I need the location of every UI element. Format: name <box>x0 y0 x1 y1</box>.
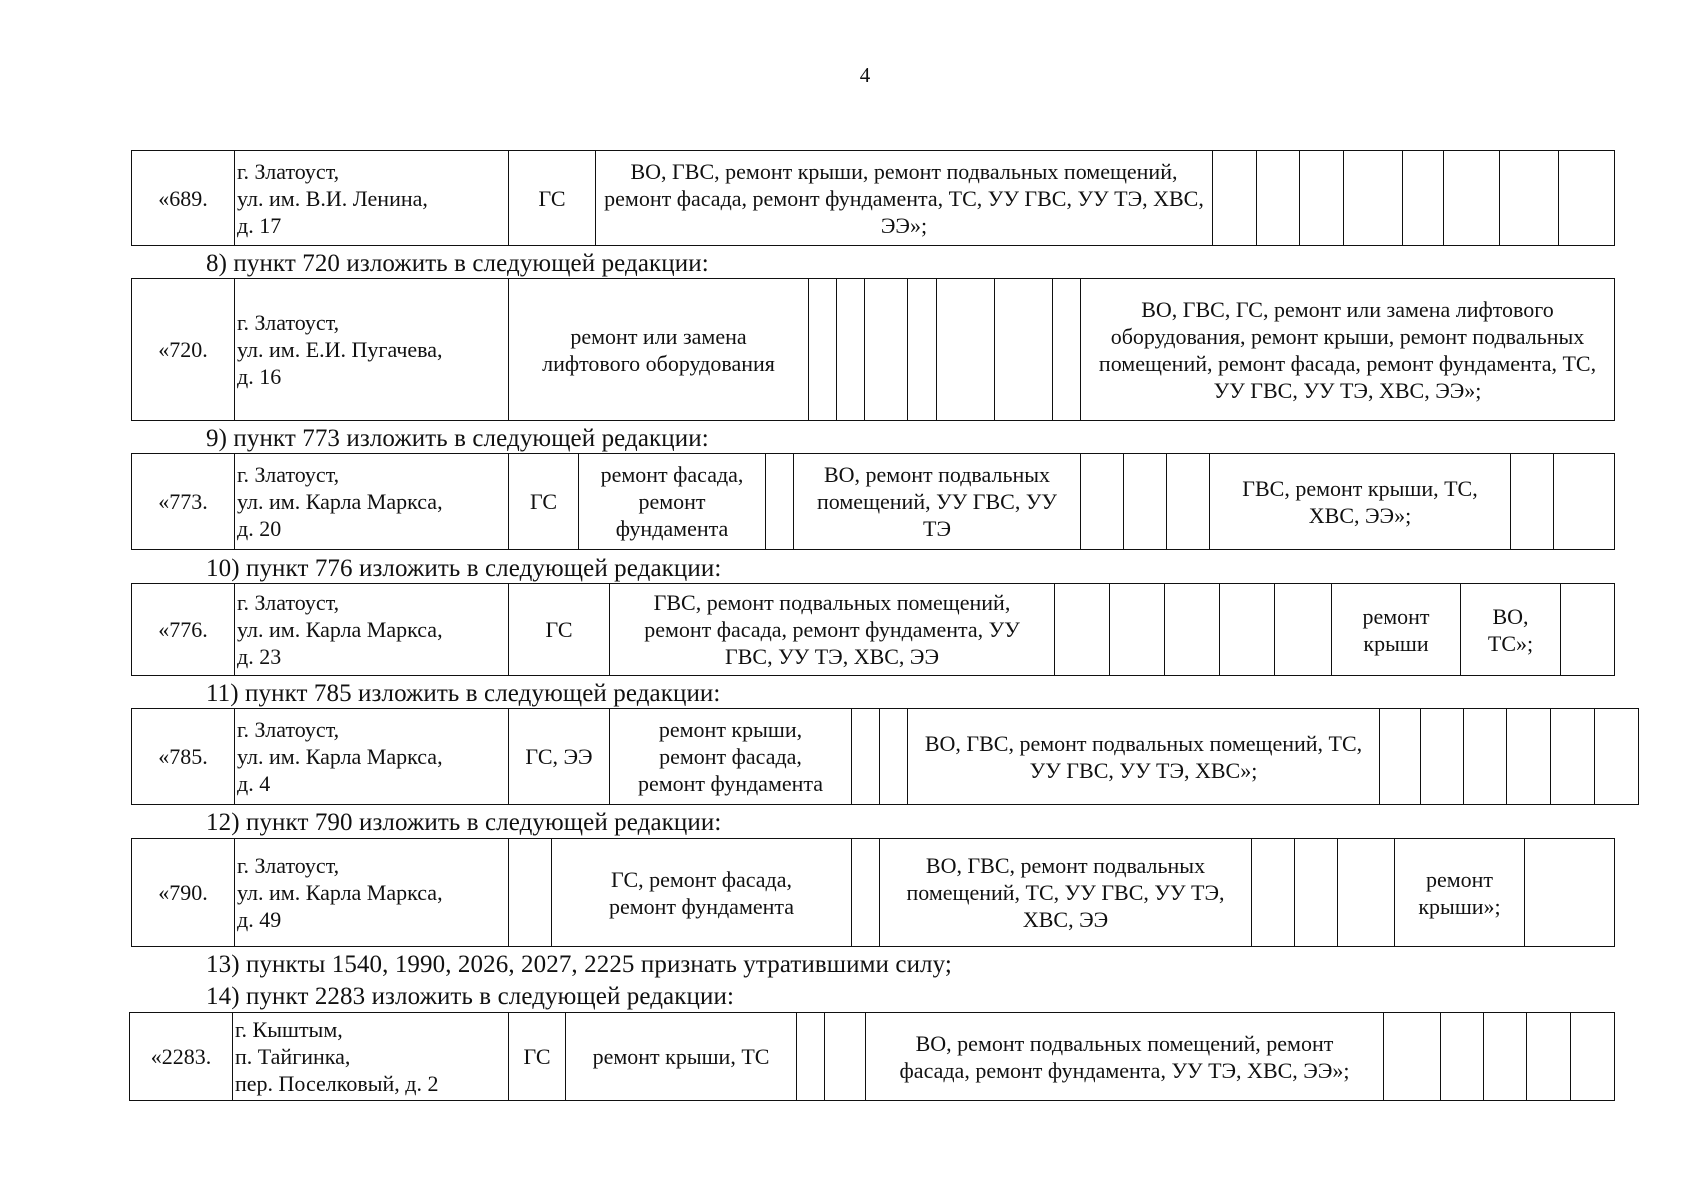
address-street: ул. им. В.И. Ленина, <box>237 185 428 211</box>
empty-cell <box>1213 151 1257 246</box>
empty-cell <box>1484 1013 1527 1101</box>
work-cell: ВО, ремонт подвальных помещений, ремонт фасада, ремонт фундамента, УУ ТЭ, ХВС, ЭЭ»; <box>866 1013 1384 1101</box>
empty-cell <box>937 279 995 421</box>
row-number: «2283. <box>130 1013 233 1101</box>
page-number: 4 <box>859 63 871 87</box>
address-street: п. Тайгинка, <box>235 1044 351 1069</box>
table-row-2283 <box>129 1012 1615 1101</box>
empty-cell <box>880 709 908 805</box>
empty-cell <box>1571 1013 1615 1101</box>
empty-cell <box>908 279 937 421</box>
empty-cell <box>1464 709 1507 805</box>
work-cell: ремонт крыши»; <box>1395 839 1525 947</box>
instruction-11: 11) пункт 785 изложить в следующей редакции: <box>206 680 721 707</box>
work-cell: ГС <box>509 1013 566 1101</box>
empty-cell <box>1551 709 1595 805</box>
address-street: ул. им. Карла Маркса, <box>237 489 443 514</box>
empty-cell <box>852 709 880 805</box>
empty-cell <box>852 839 880 947</box>
empty-cell <box>1525 839 1615 947</box>
address-cell <box>235 709 509 805</box>
address-street: ул. им. Карла Маркса, <box>237 880 443 905</box>
work-cell: ВО, ГВС, ГС, ремонт или замена лифтового оборудования, ремонт крыши, ремонт подвальных помещений, ремонт фасада, ремонт фундамента, ТС, УУ ГВС, УУ ТЭ, ХВС, ЭЭ»; <box>1081 279 1615 421</box>
empty-cell <box>1559 151 1615 246</box>
work-cell: ВО, ГВС, ремонт подвальных помещений, ТС, УУ ГВС, УУ ТЭ, ХВС, ЭЭ <box>880 839 1252 947</box>
empty-cell <box>1055 584 1110 676</box>
work-cell: ВО, ремонт подвальных помещений, УУ ГВС, УУ ТЭ <box>794 454 1081 550</box>
empty-cell <box>1507 709 1551 805</box>
address-cell <box>235 584 509 676</box>
work-cell: ВО, ГВС, ремонт подвальных помещений, ТС, УУ ГВС, УУ ТЭ, ХВС»; <box>908 709 1380 805</box>
address-cell <box>235 454 509 550</box>
empty-cell <box>1124 454 1167 550</box>
empty-cell <box>797 1013 825 1101</box>
row-number: «720. <box>132 279 235 421</box>
empty-cell <box>865 279 908 421</box>
empty-cell <box>1561 584 1615 676</box>
empty-cell <box>1500 151 1559 246</box>
row-number: «776. <box>132 584 235 676</box>
empty-cell <box>1554 454 1615 550</box>
empty-cell <box>1295 839 1338 947</box>
instruction-8: 8) пункт 720 изложить в следующей редакции: <box>206 250 709 277</box>
address-house: д. 16 <box>237 364 282 389</box>
work-cell: ремонт фасада, ремонт фундамента <box>579 454 766 550</box>
empty-cell <box>1384 1013 1441 1101</box>
empty-cell <box>1220 584 1275 676</box>
empty-cell <box>1421 709 1464 805</box>
empty-cell <box>1380 709 1421 805</box>
address-cell <box>233 1013 509 1101</box>
instruction-14: 14) пункт 2283 изложить в следующей редакции: <box>206 983 734 1010</box>
empty-cell <box>509 839 552 947</box>
work-cell: ГС, ремонт фасада, ремонт фундамента <box>552 839 852 947</box>
empty-cell <box>1252 839 1295 947</box>
work-cell: ВО, ГВС, ремонт крыши, ремонт подвальных помещений, ремонт фасада, ремонт фундамента, ТС, УУ ГВС, УУ ТЭ, ХВС, ЭЭ»; <box>596 151 1213 246</box>
empty-cell <box>1257 151 1300 246</box>
address-house: д. 20 <box>237 516 282 541</box>
work-cell: ГВС, ремонт подвальных помещений, ремонт фасада, ремонт фундамента, УУ ГВС, УУ ТЭ, ХВС, ЭЭ <box>610 584 1055 676</box>
empty-cell <box>1441 1013 1484 1101</box>
work-cell: ремонт крыши <box>1332 584 1461 676</box>
empty-cell <box>1053 279 1081 421</box>
address-house: пер. Поселковый, д. 2 <box>235 1071 439 1096</box>
work-cell: ГС, ЭЭ <box>509 709 610 805</box>
table-row-776 <box>131 583 1615 676</box>
work-cell: ГС <box>509 454 579 550</box>
address-city: г. Златоуст, <box>237 853 340 878</box>
empty-cell <box>1527 1013 1571 1101</box>
address-city: г. Златоуст, <box>237 462 340 487</box>
work-cell: ремонт крыши, ремонт фасада, ремонт фундамента <box>610 709 852 805</box>
address-house: д. 17 <box>237 212 282 238</box>
empty-cell <box>1167 454 1210 550</box>
address-street: ул. им. Карла Маркса, <box>237 744 443 769</box>
table-row-689 <box>131 150 1615 246</box>
empty-cell <box>766 454 794 550</box>
empty-cell <box>1511 454 1554 550</box>
instruction-13: 13) пункты 1540, 1990, 2026, 2027, 2225 признать утратившими силу; <box>206 951 952 978</box>
work-cell: ремонт или замена лифтового оборудования <box>509 279 809 421</box>
empty-cell <box>1403 151 1444 246</box>
address-house: д. 4 <box>237 771 271 796</box>
address-city: г. Кыштым, <box>235 1017 343 1042</box>
address-street: ул. им. Карла Маркса, <box>237 617 443 642</box>
empty-cell <box>1338 839 1395 947</box>
work-cell: ремонт крыши, ТС <box>566 1013 797 1101</box>
empty-cell <box>837 279 865 421</box>
address-house: д. 23 <box>237 644 282 669</box>
row-number: «790. <box>132 839 235 947</box>
empty-cell <box>1110 584 1165 676</box>
address-city: г. Златоуст, <box>237 310 340 335</box>
empty-cell <box>1275 584 1332 676</box>
instruction-12: 12) пункт 790 изложить в следующей редакции: <box>206 809 722 836</box>
address-cell <box>235 151 509 246</box>
work-cell: ГС <box>509 584 610 676</box>
work-cell: ГВС, ремонт крыши, ТС, ХВС, ЭЭ»; <box>1210 454 1511 550</box>
work-cell: ВО, ТС»; <box>1461 584 1561 676</box>
table-row-785 <box>131 708 1639 805</box>
address-city: г. Златоуст, <box>237 158 340 184</box>
empty-cell <box>1444 151 1500 246</box>
table-row-773 <box>131 453 1615 550</box>
address-house: д. 49 <box>237 907 282 932</box>
empty-cell <box>1081 454 1124 550</box>
row-number: «785. <box>132 709 235 805</box>
work-cell: ГС <box>509 151 596 246</box>
empty-cell <box>1300 151 1344 246</box>
address-cell <box>235 279 509 421</box>
row-number: «773. <box>132 454 235 550</box>
empty-cell <box>825 1013 866 1101</box>
address-city: г. Златоуст, <box>237 717 340 742</box>
empty-cell <box>809 279 837 421</box>
address-city: г. Златоуст, <box>237 590 340 615</box>
empty-cell <box>995 279 1053 421</box>
table-row-720 <box>131 278 1615 421</box>
instruction-10: 10) пункт 776 изложить в следующей редакции: <box>206 555 722 582</box>
empty-cell <box>1165 584 1220 676</box>
row-number: «689. <box>132 151 235 246</box>
instruction-9: 9) пункт 773 изложить в следующей редакции: <box>206 425 709 452</box>
table-row-790 <box>131 838 1615 947</box>
empty-cell <box>1595 709 1639 805</box>
empty-cell <box>1344 151 1403 246</box>
address-street: ул. им. Е.И. Пугачева, <box>237 337 443 362</box>
address-cell <box>235 839 509 947</box>
